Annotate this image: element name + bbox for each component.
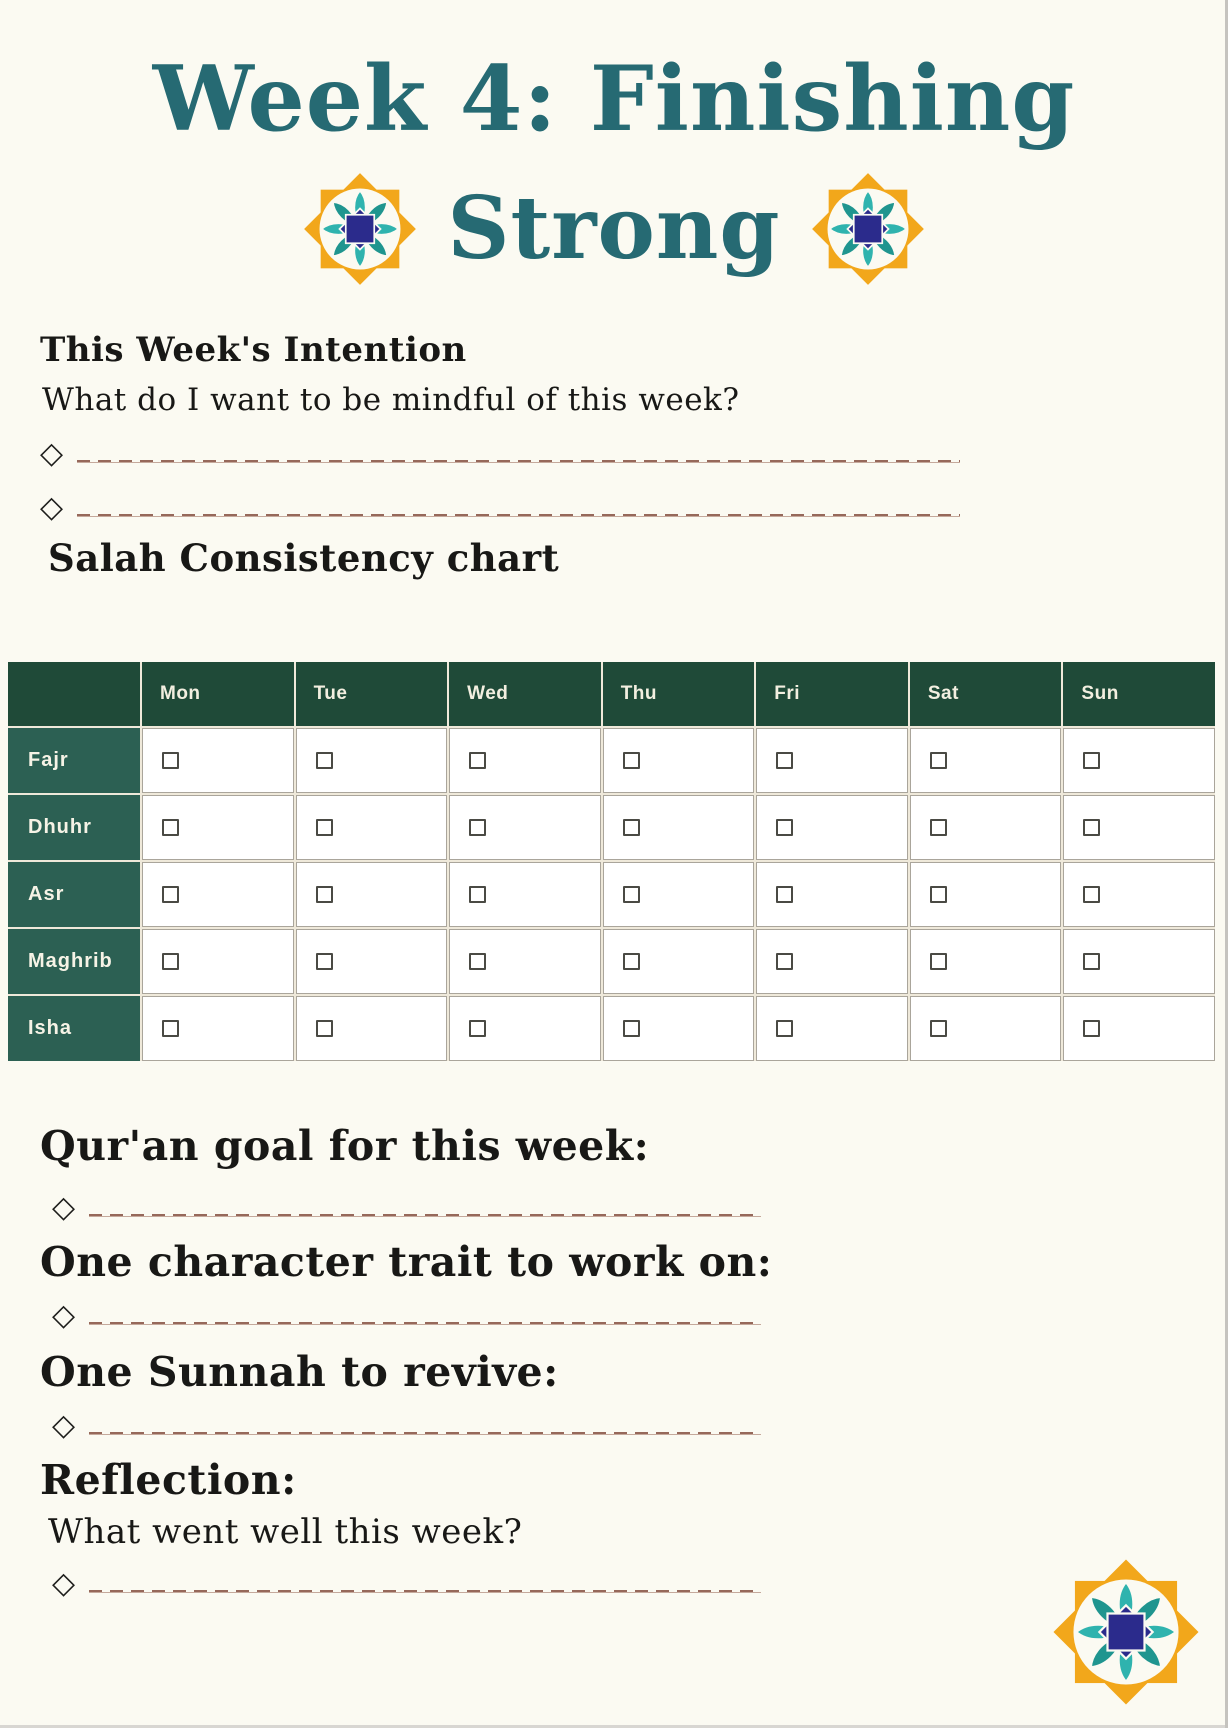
salah-check-cell: [756, 795, 908, 860]
salah-check-cell: [910, 728, 1062, 793]
checkbox-icon[interactable]: [930, 1020, 947, 1037]
reflection-heading: Reflection:: [40, 1456, 297, 1504]
checkbox-icon[interactable]: [1083, 819, 1100, 836]
intention-line-row-1: [40, 432, 960, 471]
checkbox-icon[interactable]: [623, 1020, 640, 1037]
salah-check-cell: [296, 728, 448, 793]
checkbox-icon[interactable]: [776, 819, 793, 836]
salah-check-cell: [449, 795, 601, 860]
checkbox-icon[interactable]: [469, 752, 486, 769]
day-header: Sun: [1063, 662, 1215, 726]
salah-chart-heading: Salah Consistency chart: [48, 536, 560, 580]
checkbox-icon[interactable]: [930, 819, 947, 836]
prayer-label-maghrib: Maghrib: [8, 929, 140, 994]
page-title-line1: Week 4: Finishing: [152, 46, 1076, 152]
character-trait-heading: One character trait to work on:: [40, 1238, 773, 1286]
salah-check-cell: [296, 996, 448, 1061]
checkbox-icon[interactable]: [162, 819, 179, 836]
salah-check-cell: [603, 795, 755, 860]
checkbox-icon[interactable]: [930, 953, 947, 970]
checkbox-icon[interactable]: [316, 752, 333, 769]
salah-check-cell: [449, 728, 601, 793]
salah-check-cell: [142, 862, 294, 927]
day-header: Wed: [449, 662, 601, 726]
checkbox-icon[interactable]: [469, 1020, 486, 1037]
salah-check-cell: [142, 728, 294, 793]
salah-check-cell: [756, 862, 908, 927]
page-title-row2: [0, 172, 1228, 286]
salah-check-cell: [449, 862, 601, 927]
checkbox-icon[interactable]: [469, 886, 486, 903]
checkbox-icon[interactable]: [162, 953, 179, 970]
checkbox-icon[interactable]: [1083, 953, 1100, 970]
checkbox-icon[interactable]: [623, 953, 640, 970]
checkbox-icon[interactable]: [469, 953, 486, 970]
character-trait-line-row: [52, 1294, 761, 1333]
salah-check-cell: [1063, 862, 1215, 927]
sunnah-line-row: [52, 1404, 761, 1443]
diamond-bullet-icon: ◇: [52, 1298, 76, 1333]
salah-check-cell: [1063, 996, 1215, 1061]
checkbox-icon[interactable]: [930, 886, 947, 903]
salah-consistency-table: [8, 662, 1215, 1061]
salah-check-cell: [603, 996, 755, 1061]
checkbox-icon[interactable]: [1083, 752, 1100, 769]
checkbox-icon[interactable]: [776, 953, 793, 970]
salah-check-cell: [142, 795, 294, 860]
diamond-bullet-icon: ◇: [52, 1408, 76, 1443]
day-header: Fri: [756, 662, 908, 726]
prayer-label-asr: Asr: [8, 862, 140, 927]
checkbox-icon[interactable]: [1083, 886, 1100, 903]
day-header-blank: [8, 662, 140, 726]
salah-check-cell: [603, 862, 755, 927]
checkbox-icon[interactable]: [316, 886, 333, 903]
salah-check-cell: [1063, 929, 1215, 994]
checkbox-icon[interactable]: [316, 1020, 333, 1037]
quran-goal-write-line[interactable]: [89, 1186, 761, 1217]
salah-check-cell: [910, 795, 1062, 860]
checkbox-icon[interactable]: [930, 752, 947, 769]
sunnah-write-line[interactable]: [89, 1404, 761, 1435]
intention-write-line-1[interactable]: [77, 432, 960, 463]
checkbox-icon[interactable]: [776, 1020, 793, 1037]
intention-heading: This Week's Intention: [40, 330, 467, 370]
salah-check-cell: [296, 862, 448, 927]
character-trait-write-line[interactable]: [89, 1294, 761, 1325]
sunnah-heading: One Sunnah to revive:: [40, 1348, 559, 1396]
salah-check-cell: [449, 929, 601, 994]
quran-goal-line-row: [52, 1186, 761, 1225]
reflection-write-line[interactable]: [89, 1562, 761, 1593]
salah-check-cell: [910, 996, 1062, 1061]
salah-check-cell: [142, 996, 294, 1061]
salah-check-cell: [142, 929, 294, 994]
checkbox-icon[interactable]: [623, 819, 640, 836]
salah-check-cell: [910, 929, 1062, 994]
day-header: Mon: [142, 662, 294, 726]
salah-check-cell: [910, 862, 1062, 927]
salah-check-cell: [756, 728, 908, 793]
prayer-label-fajr: Fajr: [8, 728, 140, 793]
salah-check-cell: [1063, 795, 1215, 860]
salah-check-cell: [756, 996, 908, 1061]
checkbox-icon[interactable]: [469, 819, 486, 836]
checkbox-icon[interactable]: [162, 886, 179, 903]
checkbox-icon[interactable]: [162, 752, 179, 769]
diamond-bullet-icon: ◇: [40, 436, 64, 471]
diamond-bullet-icon: ◇: [40, 490, 64, 525]
intention-prompt: What do I want to be mindful of this week?: [42, 382, 740, 418]
reflection-line-row: [52, 1562, 761, 1601]
quran-goal-heading: Qur'an goal for this week:: [40, 1122, 650, 1170]
checkbox-icon[interactable]: [776, 752, 793, 769]
checkbox-icon[interactable]: [623, 752, 640, 769]
salah-check-cell: [1063, 728, 1215, 793]
checkbox-icon[interactable]: [316, 819, 333, 836]
intention-line-row-2: [40, 486, 960, 525]
checkbox-icon[interactable]: [316, 953, 333, 970]
prayer-label-isha: Isha: [8, 996, 140, 1061]
day-header: Tue: [296, 662, 448, 726]
salah-check-cell: [296, 795, 448, 860]
diamond-bullet-icon: ◇: [52, 1190, 76, 1225]
checkbox-icon[interactable]: [623, 886, 640, 903]
page-title-line2: Strong: [447, 177, 781, 279]
salah-check-cell: [296, 929, 448, 994]
checkbox-icon[interactable]: [1083, 1020, 1100, 1037]
salah-check-cell: [756, 929, 908, 994]
salah-check-cell: [603, 728, 755, 793]
salah-check-cell: [449, 996, 601, 1061]
salah-check-cell: [603, 929, 755, 994]
prayer-label-dhuhr: Dhuhr: [8, 795, 140, 860]
reflection-prompt: What went well this week?: [48, 1512, 523, 1552]
eight-point-star-icon: [1052, 1558, 1200, 1706]
intention-write-line-2[interactable]: [77, 486, 960, 517]
day-header: Sat: [910, 662, 1062, 726]
diamond-bullet-icon: ◇: [52, 1566, 76, 1601]
eight-point-star-icon: [811, 172, 925, 286]
day-header: Thu: [603, 662, 755, 726]
checkbox-icon[interactable]: [776, 886, 793, 903]
checkbox-icon[interactable]: [162, 1020, 179, 1037]
eight-point-star-icon: [303, 172, 417, 286]
